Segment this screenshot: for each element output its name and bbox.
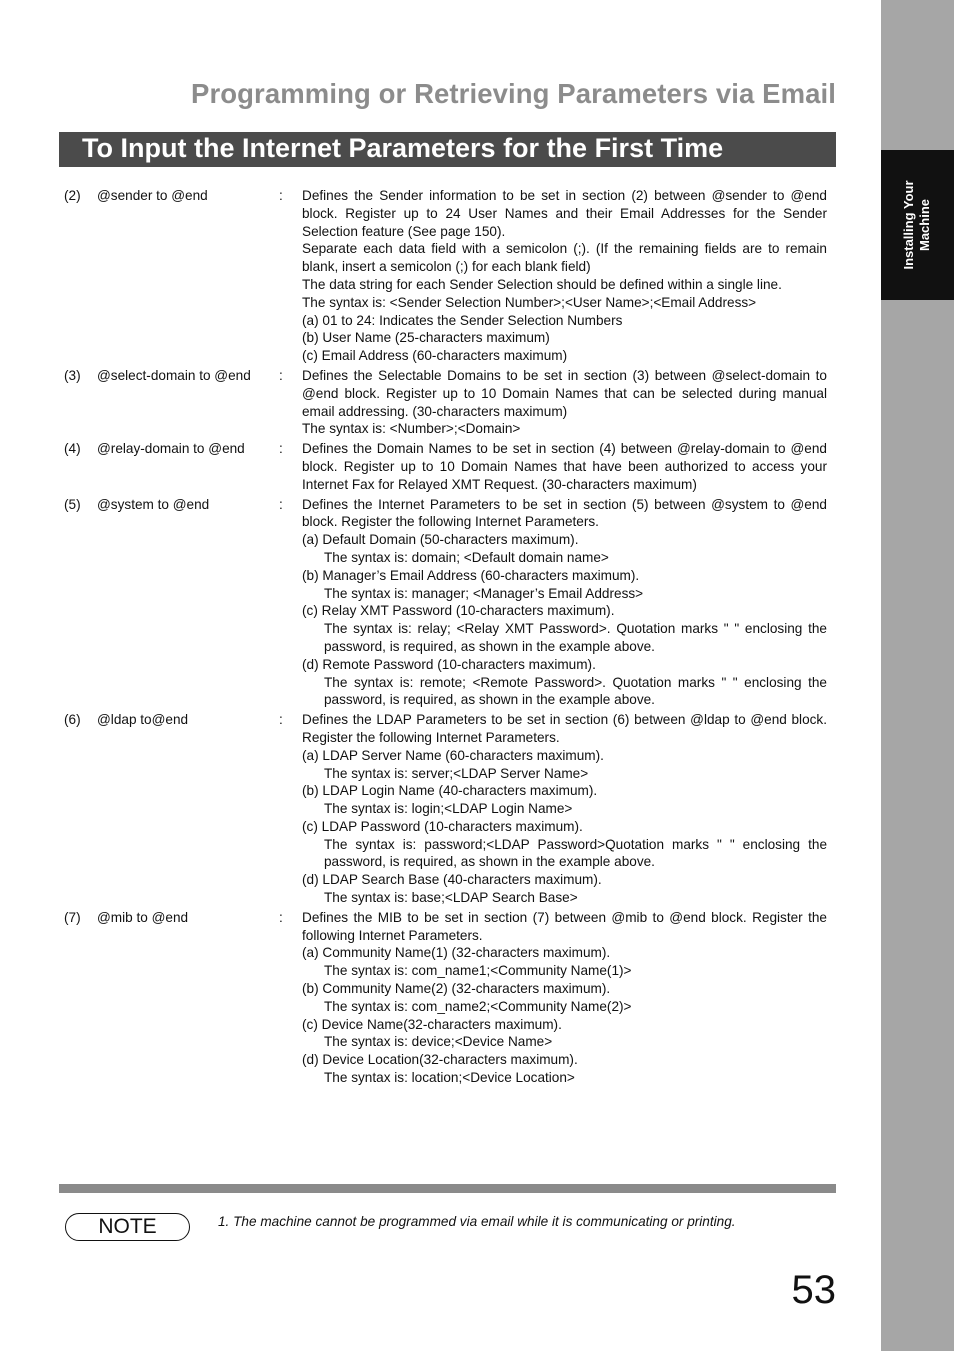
description-line: (c) LDAP Password (10-characters maximum). [302,818,583,834]
description-line: (a) Default Domain (50-characters maximum). [302,532,579,548]
entry-number: (7) [64,909,81,925]
entry-description [302,367,827,438]
syntax-line: The syntax is: relay; <Relay XMT Password>. Quotation marks " " enclosing the password, is required, as shown in the example above. [324,621,827,654]
entry-keyword: @mib to @end [97,909,189,925]
entry-description [302,711,827,907]
description-line: (a) Community Name(1) (32-characters maximum). [302,945,611,961]
page-title: Programming or Retrieving Parameters via Email [191,78,836,109]
parameter-list [64,187,827,1089]
entry-separator: : [279,496,283,512]
description-line: Defines the Selectable Domains to be set in section (3) between @select-domain to @end block. Register up to 10 Domain Names that can be selected during manual email addressing. (30-characters maximum) [302,367,827,419]
parameter-entry [64,440,827,493]
entry-separator: : [279,188,283,203]
syntax-line: The syntax is: remote; <Remote Password>. Quotation marks " " enclosing the password, is required, as shown in the example above. [324,674,827,708]
page-number: 53 [791,1268,836,1312]
description-line: (c) Relay XMT Password (10-characters maximum). [302,603,615,619]
description-line: (b) LDAP Login Name (40-characters maximum). [302,783,598,799]
description-line: (b) Manager’s Email Address (60-characters maximum). [302,567,640,583]
entry-keyword: @system to @end [97,496,210,512]
parameter-entry [64,367,827,438]
description-line: (a) 01 to 24: Indicates the Sender Selection Numbers [302,312,623,328]
note-badge: NOTE [65,1213,190,1241]
chapter-tab-label: Installing Your Machine [901,180,932,270]
description-line: (d) LDAP Search Base (40-characters maximum). [302,872,602,888]
parameter-entry [64,909,827,1087]
parameter-entry [64,187,827,365]
description-line: Defines the Internet Parameters to be set in section (5) between @system to @end block. Register the following Internet Parameters. [302,496,827,530]
entry-separator: : [279,441,283,457]
syntax-line: The syntax is: manager; <Manager’s Email Address> [324,585,644,601]
syntax-line: The syntax is: base;<LDAP Search Base> [324,890,578,906]
entry-number: (3) [64,367,81,383]
description-line: (d) Remote Password (10-characters maximum). [302,656,596,672]
entry-separator: : [279,367,283,383]
description-line: (b) User Name (25-characters maximum) [302,330,550,346]
divider-bar [59,1184,836,1193]
description-line: Defines the Sender information to be set in section (2) between @sender to @end block. Register up to 24 User Names and their Email Addresses for the Sender Selection feature (See page 150). [302,188,827,239]
description-line: Defines the Domain Names to be set in section (4) between @relay-domain to @end block. Register up to 10 Domain Names that have been authorized to access your Internet Fax for Relayed XMT Request. (30-characters maximum) [302,441,827,492]
entry-keyword: @relay-domain to @end [97,441,245,457]
syntax-line: The syntax is: location;<Device Location> [324,1070,575,1086]
description-line: The syntax is: <Sender Selection Number>;<User Name>;<Email Address> [302,294,757,310]
description-line: (a) LDAP Server Name (60-characters maximum). [302,747,604,763]
entry-number: (5) [64,496,81,512]
entry-keyword: @sender to @end [97,188,208,203]
entry-description [302,440,827,493]
entry-keyword: @ldap to@end [97,712,189,728]
description-line: (c) Device Name(32-characters maximum). [302,1016,562,1032]
syntax-line: The syntax is: server;<LDAP Server Name> [324,765,589,781]
entry-description [302,909,827,1087]
note-text: 1. The machine cannot be programmed via email while it is communicating or printing. [218,1214,736,1229]
parameter-entry [64,711,827,907]
syntax-line: The syntax is: login;<LDAP Login Name> [324,801,573,817]
syntax-line: The syntax is: com_name1;<Community Name(1)> [324,963,632,979]
entry-separator: : [279,909,283,925]
parameter-entry [64,496,827,710]
entry-description [302,187,827,365]
syntax-line: The syntax is: domain; <Default domain name> [324,549,609,565]
entry-description [302,496,827,710]
description-line: (c) Email Address (60-characters maximum) [302,348,568,364]
description-line: Separate each data field with a semicolon (;). (If the remaining fields are to remain blank, insert a semicolon (;) for each blank field) [302,241,827,275]
section-title: To Input the Internet Parameters for the First Time [82,133,724,163]
description-line: The syntax is: <Number>;<Domain> [302,421,521,437]
description-line: Defines the LDAP Parameters to be set in section (6) between @ldap to @end block. Register the following Internet Parameters. [302,712,827,745]
entry-separator: : [279,712,283,728]
entry-number: (2) [64,188,81,203]
description-line: (b) Community Name(2) (32-characters maximum). [302,981,611,997]
syntax-line: The syntax is: com_name2;<Community Name(2)> [324,998,632,1014]
entry-number: (4) [64,441,81,457]
description-line: The data string for each Sender Selection should be defined within a single line. [302,276,782,292]
syntax-line: The syntax is: password;<LDAP Password>Quotation marks " " enclosing the password, is required, as shown in the example above. [324,836,827,870]
entry-number: (6) [64,712,81,728]
entry-keyword: @select-domain to @end [97,367,251,383]
description-line: Defines the MIB to be set in section (7) between @mib to @end block. Register the following Internet Parameters. [302,909,827,943]
description-line: (d) Device Location(32-characters maximum). [302,1052,578,1068]
syntax-line: The syntax is: device;<Device Name> [324,1034,553,1050]
